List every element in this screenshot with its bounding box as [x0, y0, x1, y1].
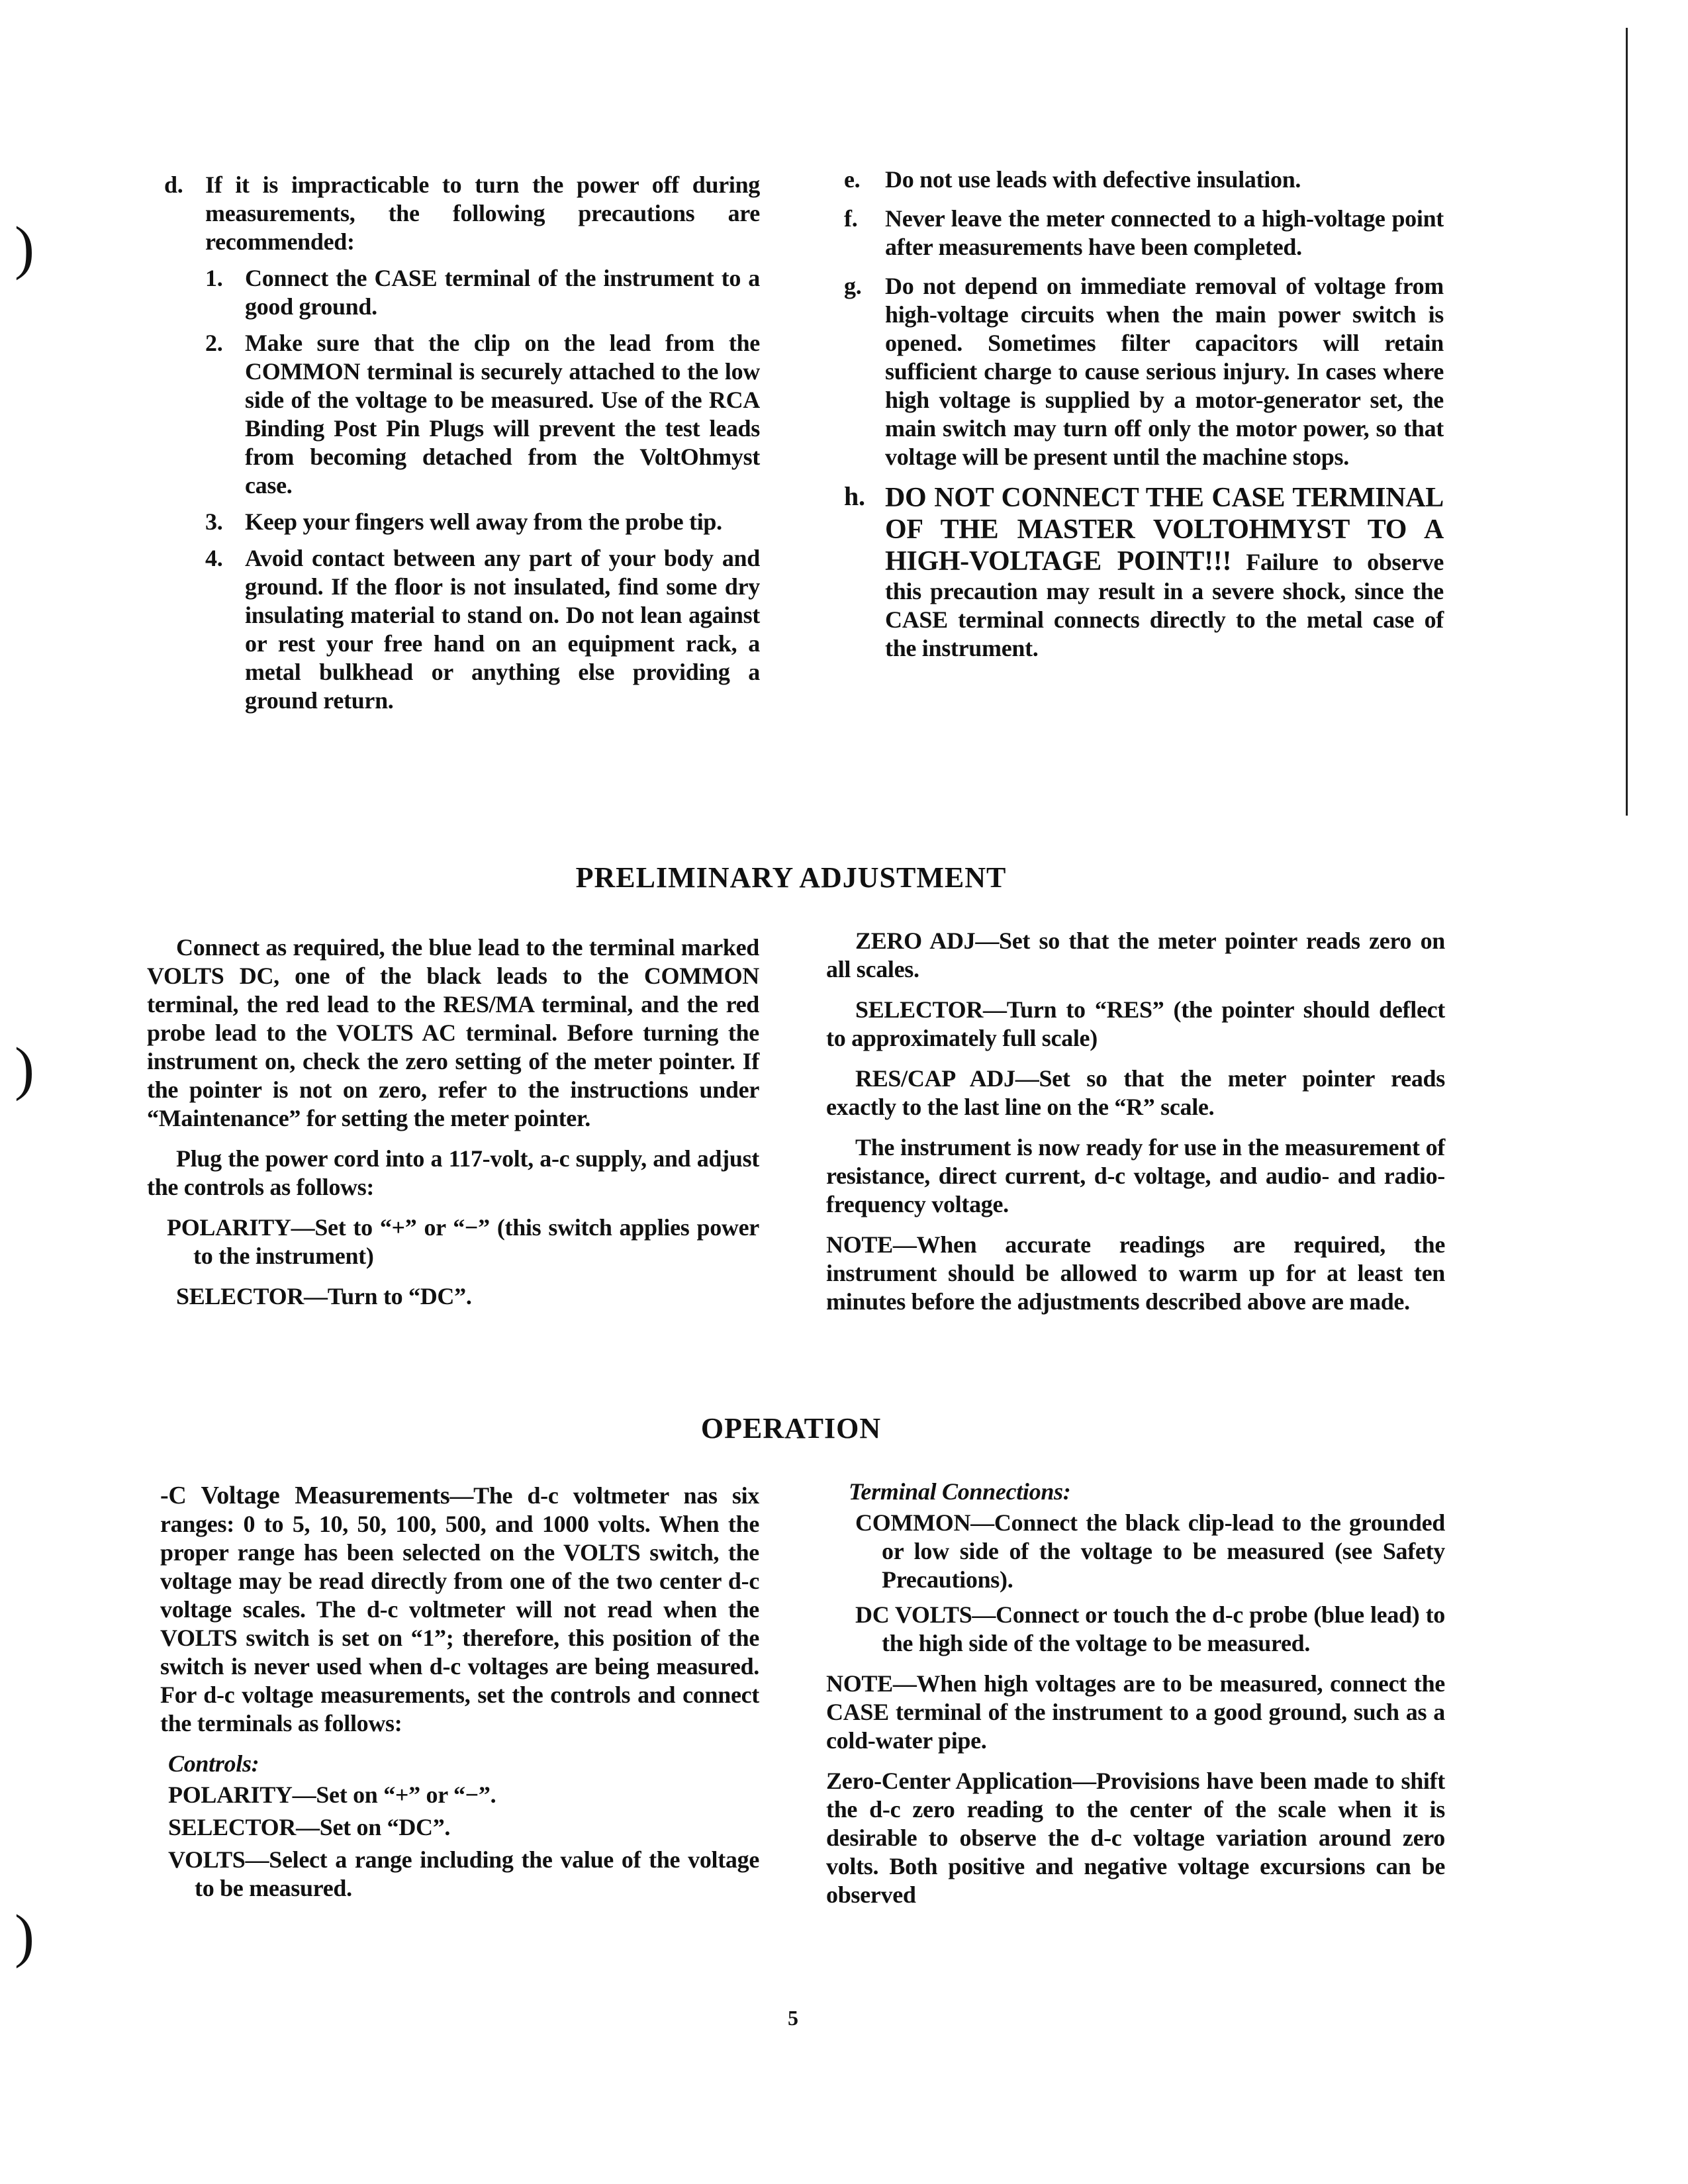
safety-item-f [844, 205, 1444, 261]
paragraph: Connect as required, the blue lead to the terminal marked VOLTS DC, one of the black leads to the COMMON terminal, the red lead to the RES/MA terminal, and the red probe lead to the VOLTS AC terminal. Before turning the instrument on, check the zero setting of the meter pointer. If the pointer is not on zero, refer to the instructions under “Maintenance” for setting the meter pointer. [147, 934, 759, 1131]
item-text: If it is impracticable to turn the power off during measurements, the following precautions are recommended: [205, 171, 760, 255]
item-text: Failure to observe this precaution may result in a severe shock, since the CASE terminal connects directly to the metal case of the instrument. [885, 549, 1444, 661]
section-heading-operation: OPERATION [700, 1412, 882, 1445]
paragraph [826, 1767, 1445, 1909]
paragraph-text: —Provisions have been made to shift the d-c zero reading to the center of the scale when it is desirable to observe the d-c voltage variation around zero volts. Both positive and negative voltage excursions can be observed [826, 1768, 1445, 1908]
binder-hole-mark: ) [15, 1036, 34, 1102]
control-instruction: RES/CAP ADJ—Set so that the meter pointer reads exactly to the last line on the “R” scale. [826, 1065, 1445, 1120]
paragraph: The instrument is now ready for use in the measurement of resistance, direct current, d-c voltage, and audio- and radio-frequency voltage. [826, 1134, 1445, 1217]
preliminary-right-column [826, 927, 1445, 1328]
warning-caps-text: DO NOT CONNECT THE CASE TERMINAL OF THE MASTER VOLTOHMYST TO A HIGH-VOLTAGE POINT!!! [885, 483, 1444, 577]
subitem [205, 329, 760, 500]
item-text: Do not depend on immediate removal of voltage from high-voltage circuits when the main power switch is opened. Sometimes filter capacitors will retain sufficient charge to cause serious injury. In cases where high voltage is supplied by a motor-generator set, the main switch may turn off only the motor power, so that voltage will be present until the machine stops. [885, 273, 1444, 470]
safety-item-h [844, 482, 1444, 663]
page-number: 5 [788, 2006, 798, 2030]
binder-hole-mark: ) [15, 1903, 34, 1969]
preliminary-left-column [147, 933, 759, 1323]
item-label: d. [164, 171, 183, 198]
safety-left-column [164, 171, 760, 734]
paragraph-text: —The d-c voltmeter nas six ranges: 0 to 5, 10, 50, 100, 500, and 1000 volts. When the proper range has been selected on the VOLTS switch, the voltage may be read directly from one of the two center d-c voltage scales. The d-c voltmeter will not read when the VOLTS switch is set on “1”; therefore, this position of the switch is never used when d-c voltages are being measured. For d-c voltage measurements, set the controls and connect the terminals as follows: [160, 1482, 760, 1736]
item-text: Never leave the meter connected to a high-voltage point after measurements have been completed. [885, 205, 1444, 260]
control-instruction: POLARITY—Set on “+” or “−”. [168, 1781, 496, 1808]
terminal-instruction: COMMON—Connect the black clip-lead to the grounded or low side of the voltage to be measured (see Safety Precautions). [855, 1509, 1445, 1593]
subitem [205, 544, 760, 715]
subitem [205, 508, 760, 536]
subitem-text: Connect the CASE terminal of the instrument to a good ground. [245, 265, 760, 320]
safety-right-column [844, 166, 1444, 673]
subitem-text: Make sure that the clip on the lead from the COMMON terminal is securely attached to the low side of the voltage to be measured. Use of the RCA Binding Post Pin Plugs will prevent the test leads from becoming detached from the VoltOhmyst case. [245, 330, 760, 499]
subitem-label: 1. [205, 265, 223, 291]
subheading-controls: Controls: [168, 1750, 259, 1777]
subitem-label: 3. [205, 508, 223, 535]
control-instruction: VOLTS—Select a range including the value of the voltage to be measured. [168, 1846, 759, 1901]
control-instruction: SELECTOR—Set on “DC”. [168, 1814, 451, 1840]
note: NOTE—When high voltages are to be measured, connect the CASE terminal of the instrument to a good ground, such as a cold-water pipe. [826, 1670, 1445, 1754]
control-instruction: POLARITY—Set to “+” or “−” (this switch applies power to the instrument) [167, 1214, 759, 1269]
control-instruction: SELECTOR—Turn to “RES” (the pointer should deflect to approximately full scale) [826, 996, 1445, 1051]
operation-left-column [142, 1482, 759, 1915]
item-label: f. [844, 205, 858, 232]
section-heading-preliminary: PRELIMINARY ADJUSTMENT [575, 861, 1007, 894]
safety-item-g [844, 272, 1444, 471]
item-text: Do not use leads with defective insulation. [885, 166, 1301, 193]
terminal-instruction: DC VOLTS—Connect or touch the d-c probe (blue lead) to the high side of the voltage to be measured. [855, 1601, 1445, 1656]
safety-item-e [844, 166, 1444, 194]
control-instruction: ZERO ADJ—Set so that the meter pointer reads zero on all scales. [826, 927, 1445, 982]
subitem [205, 264, 760, 321]
run-in-heading: Zero-Center Application [826, 1768, 1073, 1794]
item-label: h. [844, 481, 865, 511]
item-label: g. [844, 273, 862, 299]
note: NOTE—When accurate readings are required, the instrument should be allowed to warm up for at least ten minutes before the adjustments described above are made. [826, 1231, 1445, 1315]
item-label: e. [844, 166, 861, 193]
control-instruction: SELECTOR—Turn to “DC”. [176, 1283, 472, 1309]
subitem-text: Keep your fingers well away from the probe tip. [245, 508, 722, 535]
paragraph: Plug the power cord into a 117-volt, a-c supply, and adjust the controls as follows: [147, 1145, 759, 1200]
run-in-heading: -C Voltage Measurements [160, 1482, 450, 1509]
subitem-text: Avoid contact between any part of your body and ground. If the floor is not insulated, find some dry insulating material to stand on. Do not lean against or rest your free hand on an equipment rack, a metal bulkhead or anything else providing a ground return. [245, 545, 760, 714]
subitem-label: 2. [205, 330, 223, 356]
paragraph [142, 1482, 759, 1738]
subheading-terminal-connections: Terminal Connections: [849, 1478, 1071, 1505]
binder-hole-mark: ) [15, 215, 34, 281]
safety-item-d [164, 171, 760, 723]
scan-edge-line [1626, 28, 1628, 816]
operation-right-column [826, 1478, 1445, 1921]
subitem-label: 4. [205, 545, 223, 571]
